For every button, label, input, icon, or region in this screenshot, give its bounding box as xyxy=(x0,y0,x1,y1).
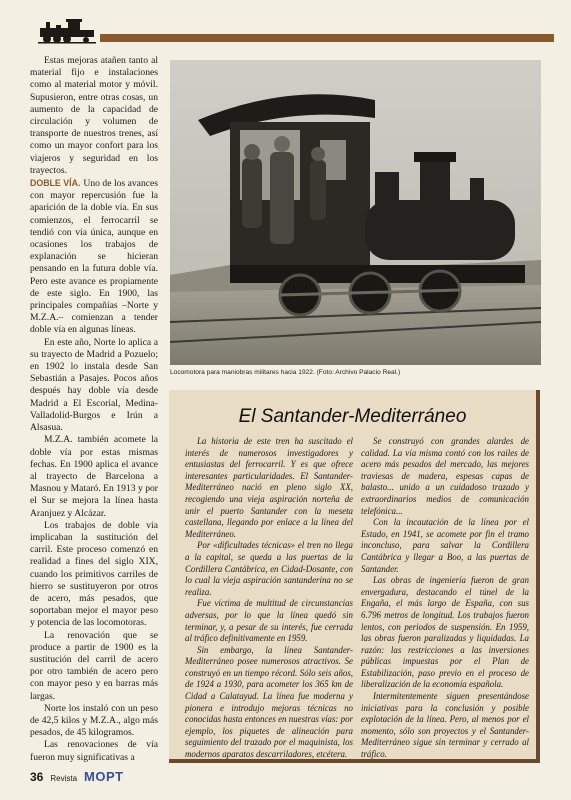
sidebar-paragraph: Con la incautación de la línea por el Estado, en 1941, se acomete por fin el tramo inconcluso, para salvar la Cordillera Cantábrica y llegar a Boo, a las puertas de Santander. xyxy=(361,517,529,574)
sidebar-box xyxy=(169,390,540,763)
locomotive-icon xyxy=(38,18,96,44)
header-rule xyxy=(100,34,554,42)
paragraph-body: Uno de los avances con mayor repercusión fue la aparición de la doble vía. En sus comienzos, el ferrocarril se tendió con vía única, aunque en ocasiones los trabajos de explanación se hicieran pensando en la futura doble vía. Pero este avance es propiamente de este siglo. En 1900, las principales compañías –Norte y M.Z.A.– comienzan a tender doble vía en algunas líneas. xyxy=(30,178,158,336)
sidebar-paragraph: Sin embargo, la línea Santander-Mediterráneo posee numerosos atractivos. Se construyó en un tiempo récord. Sólo seis años, de 1924 a 1930, para acometer los 365 km de Cidad a Calatayud. La línea fue moderna y pionera e introdujo mejoras técnicas no conocidas hasta entonces en nuestras vías: por ejemplo, los piquetes de alineación para seguimiento del trazado por el maquinista, los modernos aparatos descarriladores, etcétera. xyxy=(185,644,353,760)
paragraph: Las renovaciones de vía fueron muy significativas a xyxy=(30,739,158,763)
paragraph: Los trabajos de doble vía implicaban la sustitución del carril. Este proceso comenzó en realidad a fines del siglo XIX, cuando los primitivos carriles de hierro se sustituyeron por otros de acero, más pesados, que soportaban mejor el mayor peso y potencia de las locomotoras. xyxy=(30,519,158,629)
sidebar-paragraph: Se construyó con grandes alardes de calidad. La vía misma contó con los railes de acero más pesados del mercado, las mejores traviesas de madera, espesas capas de balasto... unido a un cuidadoso trazado y extraordinarios medios de comunicación telefónica... xyxy=(361,436,529,516)
locomotive-photo xyxy=(170,60,541,365)
photo-caption: Locomotora para maniobras militares hacia 1922. (Foto: Archivo Palacio Real.) xyxy=(170,369,401,376)
page-number: 36 xyxy=(30,770,44,784)
section-paragraph xyxy=(30,177,158,337)
sidebar-column-2 xyxy=(361,436,529,760)
left-column-text xyxy=(30,55,158,763)
sidebar-paragraph: Fue víctima de multitud de circunstancias adversas, por lo que la línea quedó sin terminar, y, a pesar de su interés, fue cerrada al tráfico definitivamente en 1959. xyxy=(185,598,353,644)
paragraph: Estas mejoras atañen tanto al material fijo e instalaciones como al material motor y móvil. Supusieron, entre otras cosas, un aumento de la capacidad de circulación y volumen de transporte de nuestros trenes, así como un mayor confort para los viajeros y seguridad en los trayectos. xyxy=(30,55,158,176)
paragraph: En este año, Norte lo aplica a su trayecto de Madrid a Pozuelo; en 1902 lo instala desde San Sebastián a Pasajes. Pocos años después hay doble vía desde Madrid a El Escorial, Medina-Valladolid-Burgos e Irún a Alsasua. xyxy=(30,336,158,434)
section-heading: DOBLE VÍA. xyxy=(30,178,81,189)
sidebar-column-1 xyxy=(185,436,353,760)
sidebar-paragraph: Intermitentemente siguen presentándose iniciativas para la conclusión y posible explotación de la línea. Pero, al menos por el momento, sólo son proyectos y el Santander-Mediterráneo sigue sin terminar y cerrado al tráfico. xyxy=(361,691,529,760)
footer-label: Revista xyxy=(50,774,78,783)
sidebar-paragraph: La historia de este tren ha suscitado el interés de numerosos investigadores y entusiastas del ferrocarril. Y es que ofrece interesantes particularidades. El Santander-Mediterráneo nació en pleno siglo XX, recogiendo una vieja aspiración norteña de unir el puerto Santander con la meseta castellana, llegando por enlace a la línea del Mediterráneo. xyxy=(185,436,353,539)
sidebar-title: El Santander-Mediterráneo xyxy=(238,406,467,427)
sidebar-paragraph: Por «dificultades técnicas» el tren no llega a la capital, se queda a las puertas de la Cordillera Cantábrica, en Cidad-Dosante, con lo cual la vieja aspiración santanderina no se realiza. xyxy=(185,540,353,597)
paragraph: La renovación que se produce a partir de 1900 es la sustitución del carril de acero por otro también de acero pero con mayor peso y en barras más largas. xyxy=(30,629,158,702)
sidebar-paragraph: Las obras de ingeniería fueron de gran envergadura, destacando el túnel de la Engaña, el más largo de España, con sus 6.796 metros de longitud. Los trabajos fueron lentos, con periodos de suspensión. En 1959, las obras fueron paralizadas y liquidadas. La razón: las restricciones a las inversiones públicas impuestas por el Plan de Estabilización, paso previo en el proceso de liberalización de la economía española. xyxy=(361,575,529,690)
paragraph: Norte los instaló con un peso de 42,5 kilos y M.Z.A., algo más pesados, de 45 kilogramos. xyxy=(30,702,158,739)
page-footer xyxy=(30,768,124,788)
magazine-logo: MOPT xyxy=(84,769,124,784)
paragraph: M.Z.A. también acomete la doble vía por estas mismas fechas. En 1900 aplica el avance al trayecto de Barcelona a Masnou y Mataró. En 1913 y por el Sur se mejora la línea hasta Aranjuez y Alcázar. xyxy=(30,434,158,519)
